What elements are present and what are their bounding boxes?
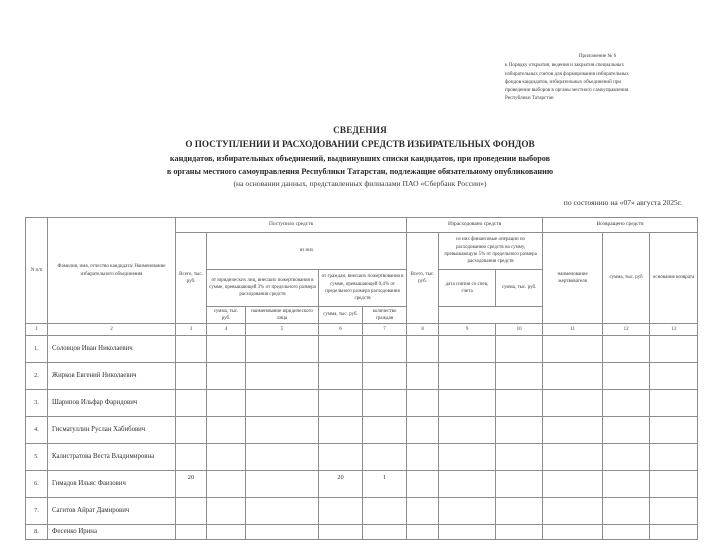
row-cell-col-4 xyxy=(207,390,246,417)
header-legal-sum: сумма, тыс. руб. xyxy=(207,306,246,324)
row-cell-col-5 xyxy=(246,525,319,540)
row-cell-col-3: 20 xyxy=(176,471,207,498)
row-candidate-name: Калистратова Веста Владимировна xyxy=(48,444,176,471)
row-cell-col-10 xyxy=(496,363,543,390)
row-cell-col-6 xyxy=(319,525,363,540)
row-cell-col-9 xyxy=(439,444,496,471)
header-citizens-count: количество граждан xyxy=(363,306,407,324)
row-cell-col-12 xyxy=(603,336,650,363)
appendix-reference-block xyxy=(505,52,690,103)
row-cell-col-12 xyxy=(603,417,650,444)
row-cell-col-12 xyxy=(603,390,650,417)
header-candidate-name: Фамилия, имя, отчество кандидата/ Наименование избирательного объединения xyxy=(48,218,176,324)
finance-table xyxy=(25,217,698,540)
row-cell-col-4 xyxy=(207,336,246,363)
row-cell-col-9 xyxy=(439,525,496,540)
row-cell-col-6 xyxy=(319,444,363,471)
row-cell-col-3 xyxy=(176,498,207,525)
row-cell-col-11 xyxy=(543,336,603,363)
header-spent-sum: сумма, тыс. руб. xyxy=(496,269,543,306)
table-row[interactable] xyxy=(26,417,698,444)
table-row[interactable] xyxy=(26,363,698,390)
row-cell-col-11 xyxy=(543,498,603,525)
row-candidate-name: Соловцов Иван Николаевич xyxy=(48,336,176,363)
row-index: 7. xyxy=(26,498,48,525)
row-index: 2. xyxy=(26,363,48,390)
row-cell-col-12 xyxy=(603,525,650,540)
header-num: N п/п xyxy=(26,218,48,324)
header-citizens: от граждан, внесших пожертвования в сумме, превышающей 0,4% от предельного размера расходования средств xyxy=(319,269,407,306)
row-cell-col-7 xyxy=(363,525,407,540)
row-candidate-name: Шарипов Ильфар Фаридович xyxy=(48,390,176,417)
row-candidate-name: Жирков Евгений Николаевич xyxy=(48,363,176,390)
appendix-number: Приложение № 6 xyxy=(578,53,617,59)
row-cell-col-4 xyxy=(207,471,246,498)
colnum-3: 3 xyxy=(176,324,207,336)
row-candidate-name: Гисматуллин Руслан Хабибович xyxy=(48,417,176,444)
title-source-note: (на основании данных, представленных филиалами ПАО «Сбербанк России») xyxy=(233,179,487,189)
row-cell-col-13 xyxy=(650,390,698,417)
row-cell-col-9 xyxy=(439,336,496,363)
finance-table-wrapper xyxy=(25,217,697,540)
row-cell-col-3 xyxy=(176,390,207,417)
row-cell-col-7 xyxy=(363,498,407,525)
column-number-row xyxy=(26,324,698,336)
row-cell-col-10 xyxy=(496,525,543,540)
header-spent-operations: из них финансовые операции по расходованию средств на сумму, превышающую 5% от предельного размера расходования средств xyxy=(439,232,543,269)
row-cell-col-5 xyxy=(246,444,319,471)
colnum-12: 12 xyxy=(603,324,650,336)
colnum-10: 10 xyxy=(496,324,543,336)
row-index: 1. xyxy=(26,336,48,363)
row-index: 8. xyxy=(26,525,48,540)
row-cell-col-10 xyxy=(496,417,543,444)
appendix-line-5: Республики Татарстан xyxy=(505,95,554,102)
row-cell-col-8 xyxy=(407,336,439,363)
row-cell-col-7 xyxy=(363,363,407,390)
row-cell-col-8 xyxy=(407,525,439,540)
header-group-spent: Израсходовано средств xyxy=(407,218,543,233)
row-index: 3. xyxy=(26,390,48,417)
row-cell-col-4 xyxy=(207,525,246,540)
row-cell-col-13 xyxy=(650,444,698,471)
row-cell-col-13 xyxy=(650,471,698,498)
row-cell-col-5 xyxy=(246,417,319,444)
row-cell-col-6: 20 xyxy=(319,471,363,498)
header-of-which: из них xyxy=(207,232,407,269)
row-cell-col-8 xyxy=(407,390,439,417)
table-row[interactable] xyxy=(26,525,698,540)
row-cell-col-7: 1 xyxy=(363,471,407,498)
row-cell-col-11 xyxy=(543,390,603,417)
row-cell-col-10 xyxy=(496,444,543,471)
row-cell-col-7 xyxy=(363,444,407,471)
as-of-date: по состоянию на «07» августа 2025г. xyxy=(563,198,682,207)
header-legal-entities: от юридических лиц, внесших пожертвования в сумме, превышающей 3% от предельного размера расходования средств xyxy=(207,269,319,306)
row-cell-col-9 xyxy=(439,471,496,498)
colnum-7: 7 xyxy=(363,324,407,336)
row-cell-col-5 xyxy=(246,471,319,498)
row-cell-col-6 xyxy=(319,498,363,525)
row-cell-col-13 xyxy=(650,498,698,525)
appendix-line-2: избирательных счетов для формирования избирательных xyxy=(505,70,629,77)
colnum-8: 8 xyxy=(407,324,439,336)
row-cell-col-10 xyxy=(496,336,543,363)
document-title-block xyxy=(0,123,720,191)
row-cell-col-6 xyxy=(319,390,363,417)
row-cell-col-3 xyxy=(176,444,207,471)
row-cell-col-12 xyxy=(603,444,650,471)
row-cell-col-6 xyxy=(319,363,363,390)
row-cell-col-11 xyxy=(543,417,603,444)
row-cell-col-7 xyxy=(363,390,407,417)
row-cell-col-3 xyxy=(176,525,207,540)
row-candidate-name: Фесенко Ирина xyxy=(48,525,176,540)
row-cell-col-8 xyxy=(407,471,439,498)
table-row[interactable] xyxy=(26,336,698,363)
table-row[interactable] xyxy=(26,498,698,525)
row-cell-col-8 xyxy=(407,363,439,390)
row-candidate-name: Сагитов Айрат Дамирович xyxy=(48,498,176,525)
row-cell-col-6 xyxy=(319,336,363,363)
table-row[interactable] xyxy=(26,390,698,417)
colnum-2: 2 xyxy=(48,324,176,336)
page-subtitle: О ПОСТУПЛЕНИИ И РАСХОДОВАНИИ СРЕДСТВ ИЗБИРАТЕЛЬНЫХ ФОНДОВ xyxy=(185,139,535,150)
row-cell-col-5 xyxy=(246,336,319,363)
row-cell-col-11 xyxy=(543,363,603,390)
row-index: 6. xyxy=(26,471,48,498)
colnum-6: 6 xyxy=(319,324,363,336)
row-cell-col-7 xyxy=(363,417,407,444)
table-row[interactable] xyxy=(26,444,698,471)
row-cell-col-9 xyxy=(439,390,496,417)
header-returned-donor: наименование жертвователя xyxy=(543,232,603,324)
header-spent-total: Всего, тыс. руб. xyxy=(407,232,439,324)
row-cell-col-3 xyxy=(176,363,207,390)
row-cell-col-4 xyxy=(207,363,246,390)
colnum-5: 5 xyxy=(246,324,319,336)
row-cell-col-3 xyxy=(176,417,207,444)
appendix-line-3: фондов кандидатов, избирательных объединений при xyxy=(505,78,622,85)
header-group-returned: Возвращено средств xyxy=(543,218,698,233)
header-received-total: Всего, тыс. руб. xyxy=(176,232,207,324)
row-cell-col-9 xyxy=(439,417,496,444)
header-legal-name: наименование юридического лица xyxy=(246,306,319,324)
appendix-line-4: проведении выборов в органы местного самоуправления xyxy=(505,87,629,93)
row-cell-col-11 xyxy=(543,444,603,471)
row-cell-col-9 xyxy=(439,363,496,390)
row-cell-col-5 xyxy=(246,363,319,390)
row-cell-col-8 xyxy=(407,444,439,471)
colnum-9: 9 xyxy=(439,324,496,336)
row-cell-col-10 xyxy=(496,498,543,525)
row-index: 4. xyxy=(26,417,48,444)
row-cell-col-8 xyxy=(407,498,439,525)
row-cell-col-12 xyxy=(603,471,650,498)
colnum-13: 13 xyxy=(650,324,698,336)
table-header-row-1 xyxy=(26,218,698,233)
row-cell-col-11 xyxy=(543,471,603,498)
row-cell-col-13 xyxy=(650,525,698,540)
row-cell-col-13 xyxy=(650,417,698,444)
appendix-line-1: к Порядку открытия, ведения и закрытия специальных xyxy=(505,62,625,69)
row-cell-col-3 xyxy=(176,336,207,363)
title-line-4: в органы местного самоуправления Республики Татарстан, подлежащие обязательному опубликованию xyxy=(166,166,554,176)
row-cell-col-5 xyxy=(246,390,319,417)
table-row[interactable] xyxy=(26,471,698,498)
row-cell-col-12 xyxy=(603,363,650,390)
row-cell-col-10 xyxy=(496,471,543,498)
header-returned-reason: основание возврата xyxy=(650,232,698,324)
row-cell-col-10 xyxy=(496,390,543,417)
header-citizens-sum: сумма, тыс. руб. xyxy=(319,306,363,324)
header-returned-sum: сумма, тыс. руб xyxy=(603,232,650,324)
row-cell-col-8 xyxy=(407,417,439,444)
row-cell-col-11 xyxy=(543,525,603,540)
row-candidate-name: Гимадов Ильяс Фаизович xyxy=(48,471,176,498)
row-cell-col-13 xyxy=(650,336,698,363)
colnum-11: 11 xyxy=(543,324,603,336)
title-line-3: кандидатов, избирательных объединений, выдвинувших списки кандидатов, при проведении выборов xyxy=(169,153,551,163)
finance-table-body xyxy=(26,336,698,540)
row-cell-col-5 xyxy=(246,498,319,525)
row-cell-col-13 xyxy=(650,363,698,390)
row-cell-col-4 xyxy=(207,444,246,471)
header-spent-date: дата снятия со спец. счета xyxy=(439,269,496,306)
row-cell-col-7 xyxy=(363,336,407,363)
row-index: 5. xyxy=(26,444,48,471)
row-cell-col-9 xyxy=(439,498,496,525)
row-cell-col-12 xyxy=(603,498,650,525)
colnum-1: 1 xyxy=(26,324,48,336)
row-cell-col-6 xyxy=(319,417,363,444)
page-title: СВЕДЕНИЯ xyxy=(333,125,387,135)
header-group-received: Поступило средств xyxy=(176,218,407,233)
row-cell-col-4 xyxy=(207,417,246,444)
row-cell-col-4 xyxy=(207,498,246,525)
colnum-4: 4 xyxy=(207,324,246,336)
